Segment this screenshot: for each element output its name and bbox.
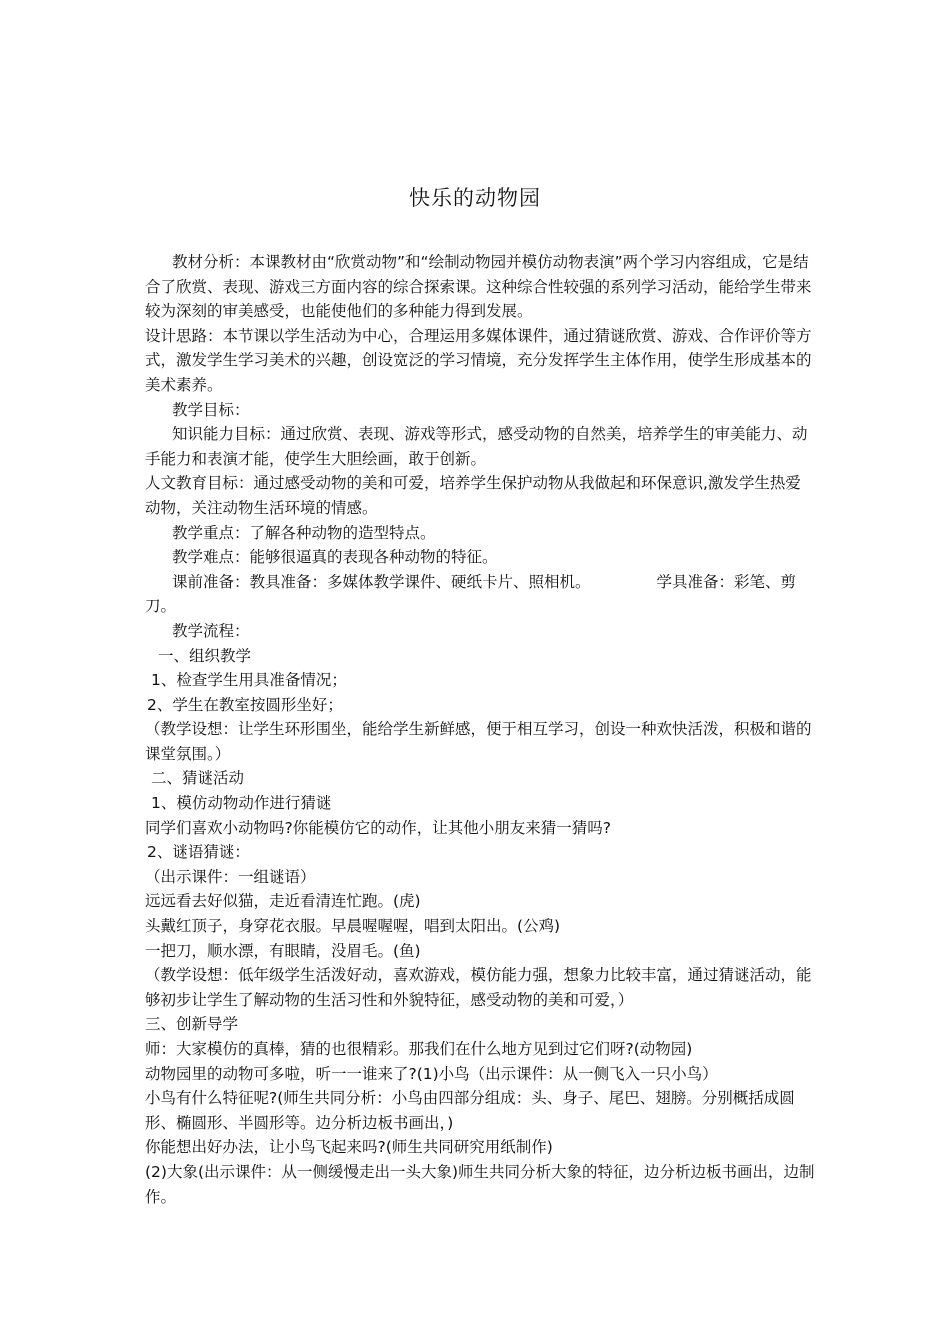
section-heading-2: 二、猜谜活动 bbox=[151, 769, 245, 788]
paragraph-difficulty: 教学难点：能够很逼真的表现各种动物的特征。 bbox=[172, 548, 498, 567]
paragraph-text: 同学们喜欢小动物吗?你能模仿它的动作，让其他小朋友来猜一猜吗? bbox=[145, 818, 611, 837]
section-heading-1: 一、组织教学 bbox=[158, 646, 252, 665]
paragraph-teaching-goals-heading: 教学目标： bbox=[172, 400, 250, 419]
paragraph-preparation bbox=[145, 570, 815, 619]
paragraph-text: （出示课件：一组谜语） bbox=[145, 867, 316, 886]
paragraph-text: 你能想出好办法，让小鸟飞起来吗?(师生共同研究用纸制作) bbox=[145, 1138, 553, 1157]
paragraph-key-point: 教学重点：了解各种动物的造型特点。 bbox=[172, 523, 436, 542]
paragraph-teaching-process: 教学流程： bbox=[172, 621, 250, 640]
teacher-preparation: 课前准备：教具准备：多媒体教学课件、硬纸卡片、照相机。 bbox=[172, 572, 591, 591]
paragraph-teaching-idea-1: （教学设想：让学生环形围坐，能给学生新鲜感，便于相互学习，创设一种欢快活泼，积极和谐的课堂氛围。） bbox=[145, 720, 812, 763]
paragraph-text: 动物园里的动物可多啦，听一一谁来了?(1)小鸟（出示课件：从一侧飞入一只小鸟） bbox=[145, 1064, 718, 1083]
student-preparation: 学具准备：彩笔、剪刀。 bbox=[145, 572, 797, 616]
paragraph-textbook-analysis: 教材分析：本课教材由“欣赏动物”和“绘制动物园并模仿动物表演”两个学习内容组成，它是结合了欣赏、表现、游戏三方面内容的综合探索课。这种综合性较强的系列学习活动，能给学生带来较为深刻的审美感受，也能使他们的多种能力得到发展。 bbox=[145, 253, 812, 321]
list-item: 2、学生在教室按圆形坐好； bbox=[147, 695, 343, 714]
paragraph-humanistic-goal: 人文教育目标：通过感受动物的美和可爱，培养学生保护动物从我做起和环保意识,激发学生热爱动物，关注动物生活环境的情感。 bbox=[145, 474, 801, 517]
paragraph-design-idea: 设计思路：本节课以学生活动为中心，合理运用多媒体课件，通过猜谜欣赏、游戏、合作评价等方式，激发学生学习美术的兴趣，创设宽泛的学习情境，充分发挥学生主体作用，使学生形成基本的美术素养。 bbox=[145, 326, 812, 394]
paragraph-text: 师：大家模仿的真棒，猜的也很精彩。那我们在什么地方见到过它们呀?(动物园) bbox=[145, 1040, 693, 1058]
list-item: 1、模仿动物动作进行猜谜 bbox=[151, 794, 332, 813]
paragraph-text: (2)大象(出示课件：从一侧缓慢走出一头大象)师生共同分析大象的特征，边分析边板书画出，边制作。 bbox=[145, 1162, 815, 1206]
riddle-line: 远远看去好似猫，走近看清连忙跑。(虎) bbox=[145, 892, 421, 911]
section-heading-3: 三、创新导学 bbox=[145, 1015, 239, 1034]
list-item: 2、谜语猜谜： bbox=[147, 843, 250, 862]
paragraph-knowledge-goal: 知识能力目标：通过欣赏、表现、游戏等形式，感受动物的自然美，培养学生的审美能力、动手能力和表演才能，使学生大胆绘画，敢于创新。 bbox=[145, 425, 808, 468]
document-body bbox=[145, 250, 815, 1209]
list-item: 1、检查学生用具准备情况； bbox=[151, 671, 347, 690]
paragraph-text: 小鸟有什么特征呢?(师生共同分析：小鸟由四部分组成：头、身子、尾巴、翅膀。分别概括成圆形、椭圆形、半圆形等。边分析边板书画出，) bbox=[145, 1089, 795, 1132]
riddle-line: 一把刀，顺水漂，有眼睛，没眉毛。(鱼) bbox=[145, 941, 421, 960]
riddle-line: 头戴红顶子，身穿花衣服。早晨喔喔喔，唱到太阳出。(公鸡) bbox=[145, 917, 561, 936]
paragraph-teaching-idea-2: （教学设想：低年级学生活泼好动，喜欢游戏，模仿能力强，想象力比较丰富，通过猜谜活动，能够初步让学生了解动物的生活习性和外貌特征，感受动物的美和可爱，） bbox=[145, 966, 812, 1009]
document-title: 快乐的动物园 bbox=[409, 186, 541, 210]
